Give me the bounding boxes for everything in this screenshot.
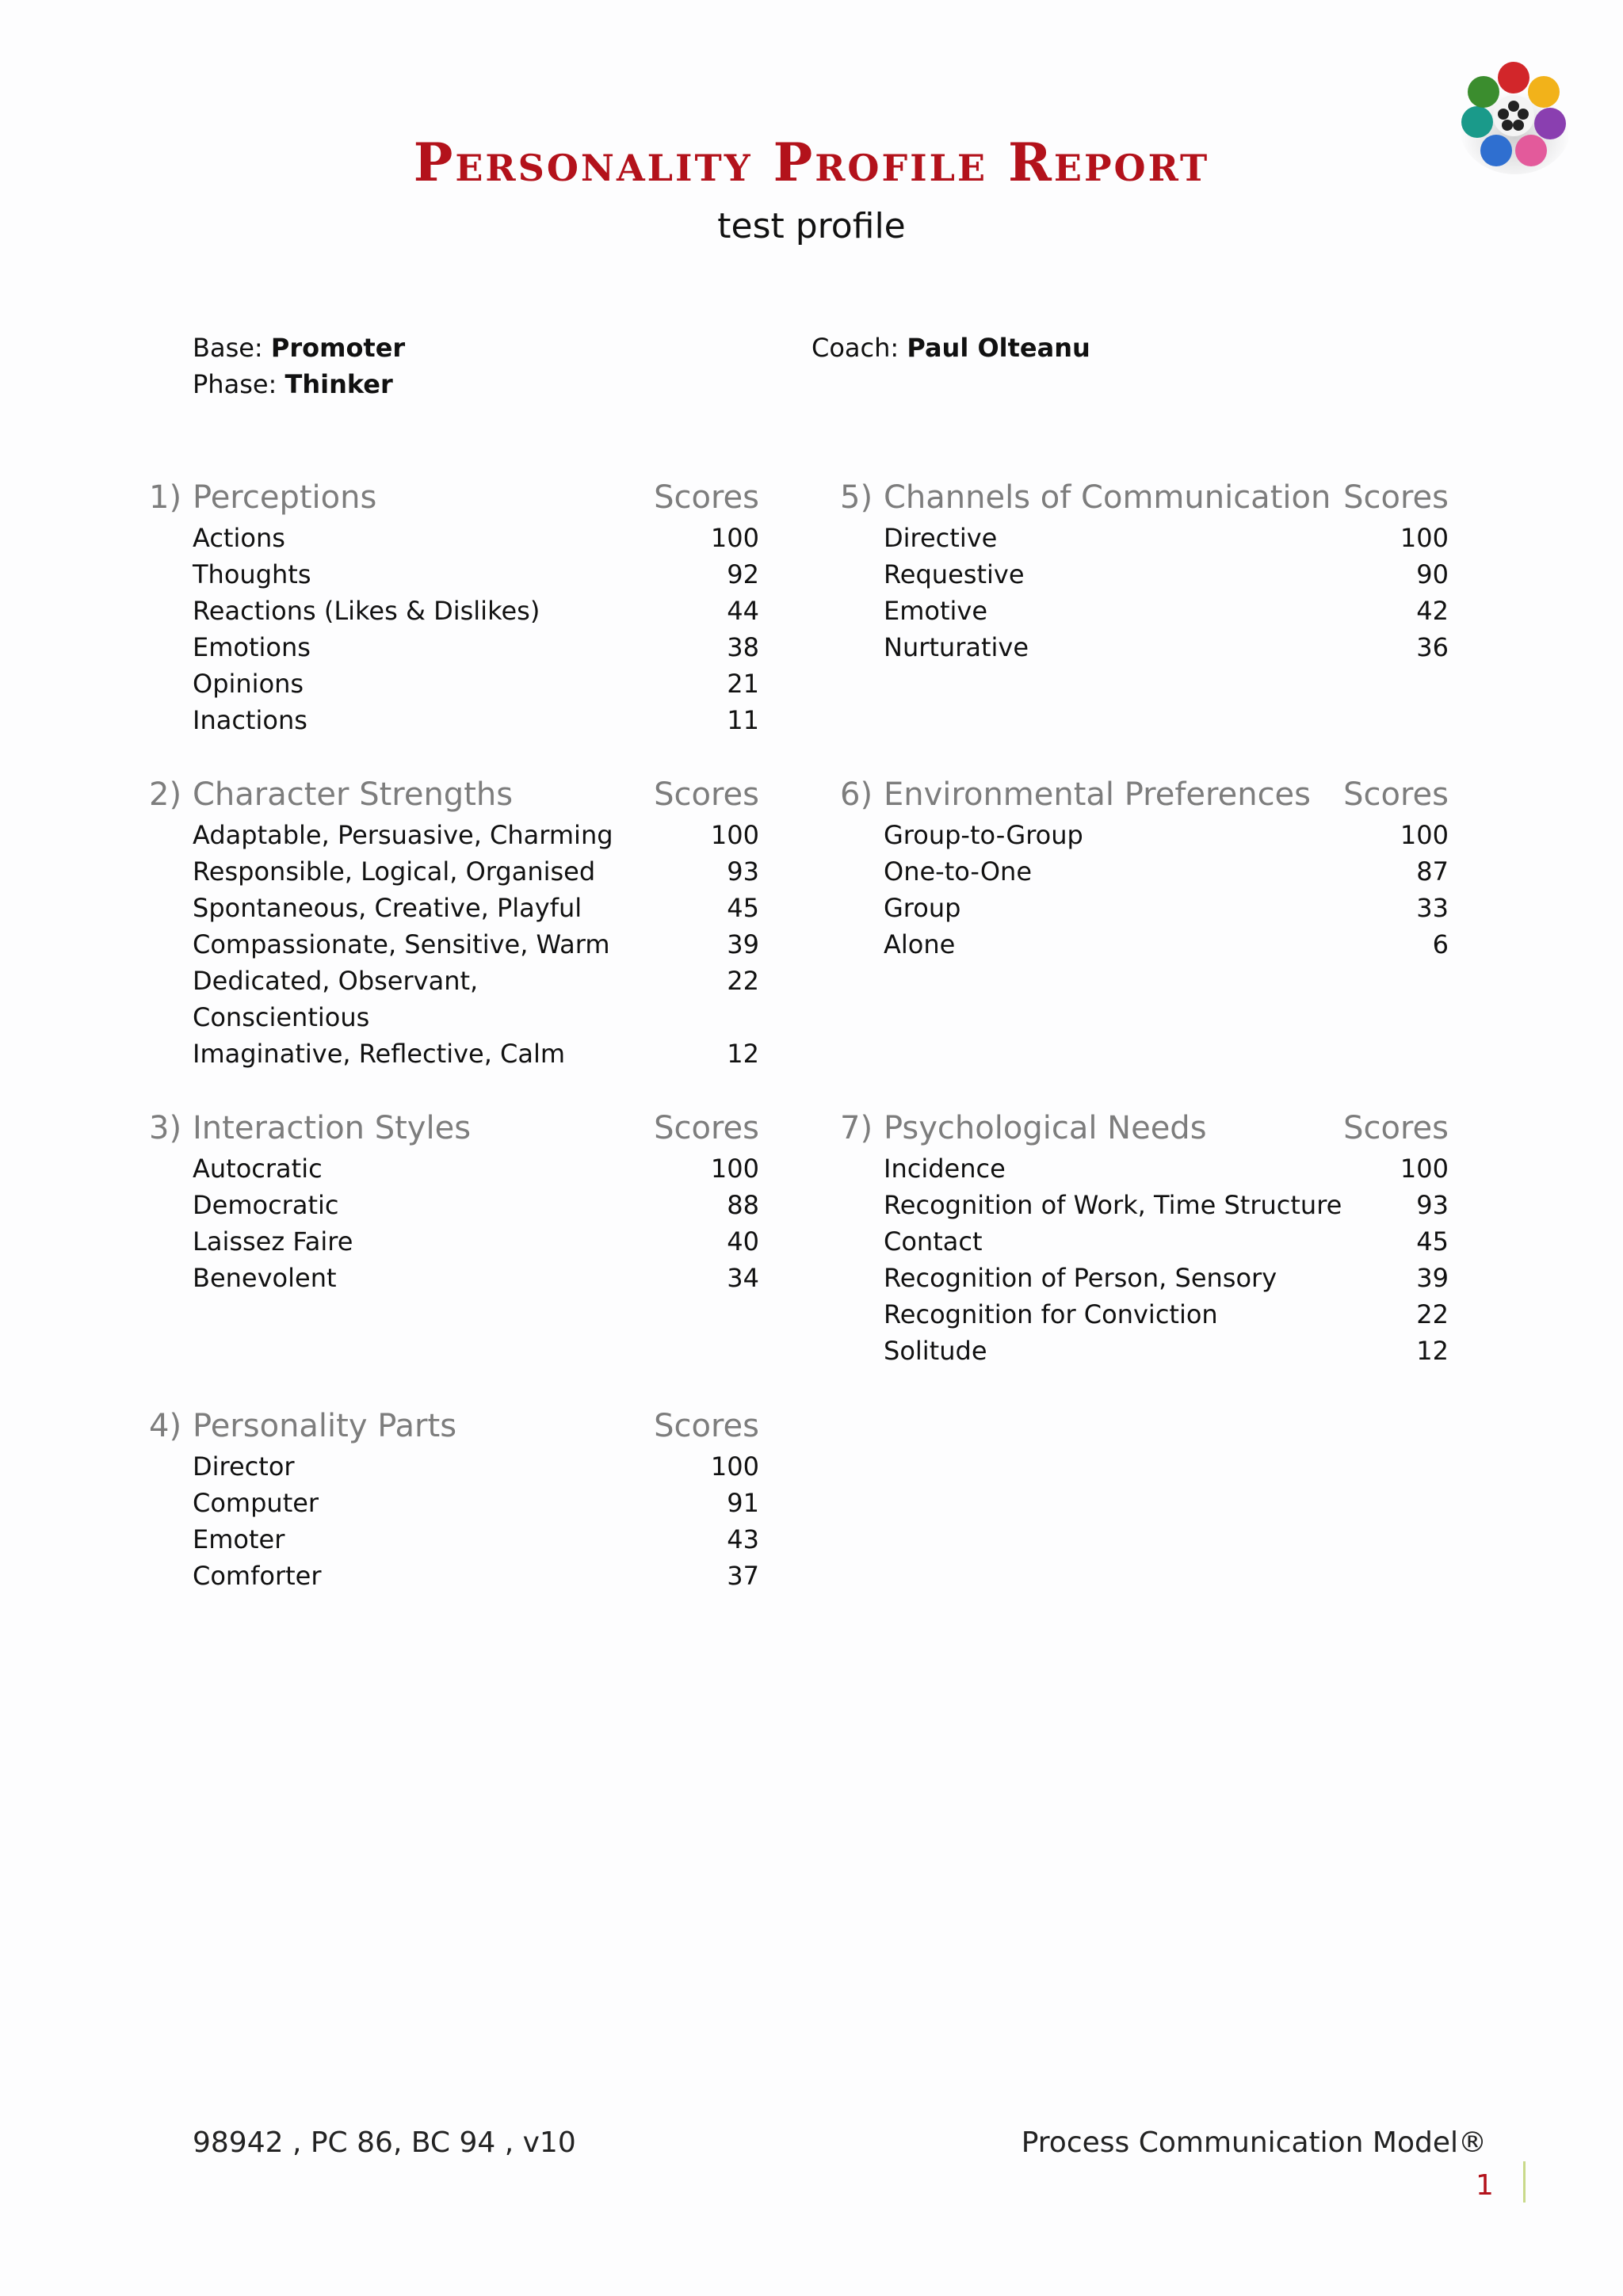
section-number: 1) [149, 479, 182, 516]
row-score: 45 [1416, 1226, 1449, 1257]
score-row [149, 629, 759, 666]
row-label: Emotive [884, 596, 988, 626]
row-score: 22 [727, 966, 759, 996]
base-value: Promoter [270, 333, 406, 363]
score-row [840, 1187, 1449, 1223]
score-row [149, 817, 759, 853]
row-score: 12 [727, 1039, 759, 1069]
row-score: 39 [1416, 1263, 1449, 1293]
score-row [840, 556, 1449, 593]
row-score: 43 [727, 1524, 759, 1554]
profile-name: test profile [717, 206, 906, 246]
section-channels-of-communication [840, 475, 1449, 666]
page-number-divider [1523, 2161, 1526, 2203]
row-score: 6 [1432, 929, 1449, 959]
row-score: 88 [727, 1190, 759, 1220]
section-title: Psychological Needs [884, 1110, 1207, 1146]
score-row [840, 1223, 1449, 1260]
phase-label: Phase: [193, 369, 277, 399]
row-score: 87 [1416, 856, 1449, 887]
row-label: Spontaneous, Creative, Playful [193, 893, 582, 923]
row-label: Imaginative, Reflective, Calm [193, 1039, 566, 1069]
scores-header: Scores [654, 479, 759, 516]
score-row [149, 926, 759, 963]
score-row [149, 1150, 759, 1187]
row-score: 100 [710, 1154, 759, 1184]
score-row [149, 593, 759, 629]
row-score: 100 [710, 820, 759, 850]
row-label: Incidence [884, 1154, 1006, 1184]
scores-header: Scores [654, 1408, 759, 1444]
row-score: 90 [1416, 559, 1449, 589]
row-score: 45 [727, 893, 759, 923]
row-label: Emoter [193, 1524, 285, 1554]
coach-value: Paul Olteanu [907, 333, 1090, 363]
score-row [840, 593, 1449, 629]
section-title: Character Strengths [193, 776, 514, 813]
score-row [149, 1521, 759, 1558]
section-title: Personality Parts [193, 1408, 457, 1444]
scores-header: Scores [1343, 479, 1449, 516]
section-number: 5) [840, 479, 873, 516]
row-label: Adaptable, Persuasive, Charming [193, 820, 613, 850]
score-row [149, 890, 759, 926]
score-row [840, 890, 1449, 926]
section-header [840, 1106, 1449, 1150]
score-row [149, 1223, 759, 1260]
section-number: 4) [149, 1408, 182, 1444]
row-label: Thoughts [193, 559, 311, 589]
row-label: Contact [884, 1226, 983, 1257]
row-score: 100 [710, 1451, 759, 1482]
page-number: 1 [1476, 2169, 1494, 2202]
score-row [840, 926, 1449, 963]
score-row [840, 629, 1449, 666]
row-score: 100 [1400, 820, 1449, 850]
section-personality-parts [149, 1404, 759, 1594]
row-score: 44 [727, 596, 759, 626]
row-label: Director [193, 1451, 295, 1482]
footer-model-name: Process Communication Model® [1021, 2126, 1487, 2159]
score-row [840, 1260, 1449, 1296]
scores-header: Scores [1343, 1110, 1449, 1146]
section-title: Environmental Preferences [884, 776, 1312, 813]
row-score: 34 [727, 1263, 759, 1293]
section-header [149, 1106, 759, 1150]
row-score: 33 [1416, 893, 1449, 923]
row-score: 40 [727, 1226, 759, 1257]
section-header [840, 475, 1449, 520]
row-label: Comforter [193, 1561, 322, 1591]
row-score: 91 [727, 1488, 759, 1518]
section-header [149, 772, 759, 817]
row-label: Inactions [193, 705, 307, 735]
score-row [149, 1260, 759, 1296]
row-label: Reactions (Likes & Dislikes) [193, 596, 540, 626]
score-row [149, 520, 759, 556]
row-label: Group [884, 893, 961, 923]
score-row [149, 1187, 759, 1223]
row-score: 36 [1416, 632, 1449, 662]
score-row [149, 1448, 759, 1485]
row-label: Requestive [884, 559, 1025, 589]
section-environmental-preferences [840, 772, 1449, 963]
scores-header: Scores [1343, 776, 1449, 813]
row-label: One-to-One [884, 856, 1033, 887]
score-row [149, 702, 759, 738]
footer-reference: 98942 , PC 86, BC 94 , v10 [193, 2126, 576, 2159]
section-header [149, 475, 759, 520]
row-score: 37 [727, 1561, 759, 1591]
row-score: 100 [1400, 523, 1449, 553]
row-label: Emotions [193, 632, 311, 662]
report-title: Personality Profile Report [413, 132, 1210, 193]
row-label: Directive [884, 523, 998, 553]
row-label: Recognition for Conviction [884, 1299, 1218, 1329]
row-label: Actions [193, 523, 285, 553]
row-label: Opinions [193, 669, 304, 699]
section-psychological-needs [840, 1106, 1449, 1369]
row-label: Recognition of Person, Sensory [884, 1263, 1277, 1293]
row-label: Dedicated, Observant, Conscientious [193, 966, 479, 1032]
row-score: 39 [727, 929, 759, 959]
section-number: 7) [840, 1110, 873, 1146]
coach-line [812, 330, 1090, 366]
section-title: Perceptions [193, 479, 377, 516]
score-row [840, 1296, 1449, 1333]
score-row [149, 963, 759, 1035]
row-label: Computer [193, 1488, 319, 1518]
scores-header: Scores [654, 1110, 759, 1146]
row-score: 93 [727, 856, 759, 887]
section-title: Channels of Communication [884, 479, 1331, 516]
score-row [840, 853, 1449, 890]
row-score: 100 [1400, 1154, 1449, 1184]
score-row [149, 666, 759, 702]
section-perceptions [149, 475, 759, 738]
section-title: Interaction Styles [193, 1110, 472, 1146]
row-score: 92 [727, 559, 759, 589]
section-header [840, 772, 1449, 817]
section-header [149, 1404, 759, 1448]
score-row [840, 1150, 1449, 1187]
row-label: Responsible, Logical, Organised [193, 856, 596, 887]
row-label: Group-to-Group [884, 820, 1083, 850]
row-label: Autocratic [193, 1154, 323, 1184]
row-label: Laissez Faire [193, 1226, 353, 1257]
row-score: 42 [1416, 596, 1449, 626]
phase-line [193, 366, 393, 402]
row-label: Recognition of Work, Time Structure [884, 1190, 1342, 1220]
score-row [149, 1485, 759, 1521]
row-score: 93 [1416, 1190, 1449, 1220]
section-number: 3) [149, 1110, 182, 1146]
row-score: 22 [1416, 1299, 1449, 1329]
score-row [149, 556, 759, 593]
score-row [149, 853, 759, 890]
score-row [840, 1333, 1449, 1369]
score-row [840, 817, 1449, 853]
row-label: Compassionate, Sensitive, Warm [193, 929, 610, 959]
section-number: 6) [840, 776, 873, 813]
section-number: 2) [149, 776, 182, 813]
row-label: Nurturative [884, 632, 1029, 662]
score-row [149, 1035, 759, 1072]
phase-value: Thinker [285, 369, 393, 399]
row-score: 38 [727, 632, 759, 662]
section-character-strengths [149, 772, 759, 1072]
coach-label: Coach: [812, 333, 899, 363]
row-score: 100 [710, 523, 759, 553]
row-label: Benevolent [193, 1263, 337, 1293]
row-score: 12 [1416, 1336, 1449, 1366]
base-line [193, 330, 405, 366]
row-score: 11 [727, 705, 759, 735]
score-row [149, 1558, 759, 1594]
scores-header: Scores [654, 776, 759, 813]
row-label: Democratic [193, 1190, 339, 1220]
row-label: Alone [884, 929, 956, 959]
row-score: 21 [727, 669, 759, 699]
row-label: Solitude [884, 1336, 987, 1366]
base-label: Base: [193, 333, 263, 363]
section-interaction-styles [149, 1106, 759, 1296]
score-row [840, 520, 1449, 556]
